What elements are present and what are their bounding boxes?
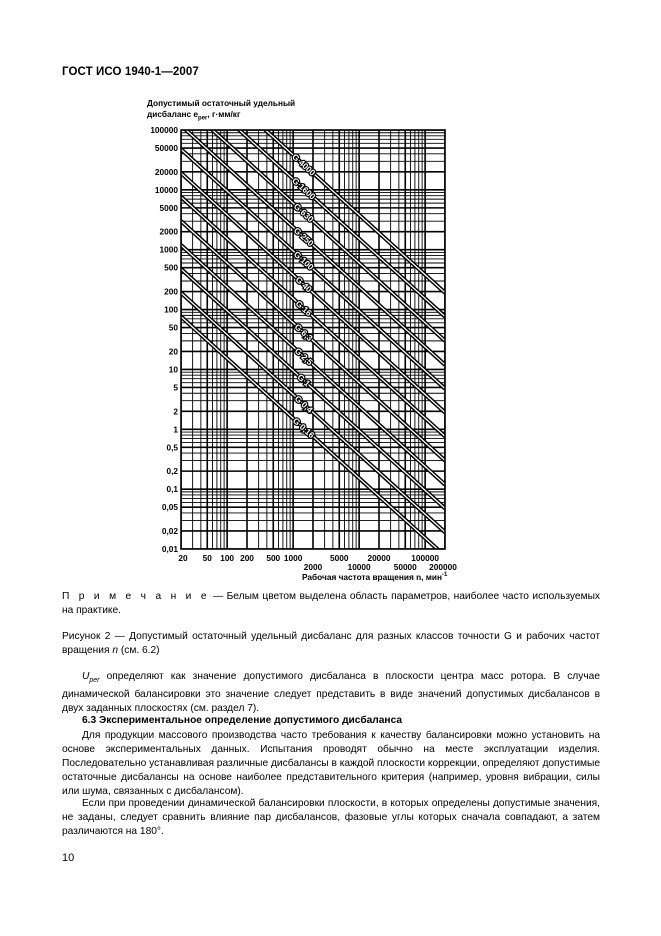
y-tick-label: 200 [164,286,178,297]
grade-label: G 2,5 [292,345,315,368]
y-tick-label: 50 [168,322,178,333]
x-tick-label: 100 [220,553,235,563]
caption-n: n [112,645,119,656]
x-tick-label: 5000 [330,553,349,563]
x-axis-title: Рабочая частота вращения n, мин$^{-1}$ [302,572,448,582]
y-tick-label: 2000 [159,226,178,237]
y-tick-label: 100000 [150,125,178,135]
paragraph-dynamic: Если при проведении динамической балансировки плоскости, в которых определены допустимые значения, не заданы, следует сравнить влияние пар дисбалансов, фазовые углы которых сначала совпадают, а затем различаются на 180°. [62,798,600,837]
x-tick-label: 10000 [347,562,371,572]
y-tick-label: 10 [168,364,178,375]
y-axis-title-line2: дисбаланс $e_{per}$, г·мм/кг [147,108,241,122]
grade-label: G 6,3 [292,321,315,344]
x-tick-label: 2000 [303,562,323,572]
grade-label: G 0,16 [290,415,317,441]
x-tick-label: 20 [178,553,188,563]
figure-caption: Рисунок 2 — Допустимый остаточный удельный дисбаланс для разных классов точности G и рабочих частот вращения n (см. 6.2) [62,631,600,656]
y-tick-label: 2 [173,406,178,417]
x-tick-label: 200000 [429,562,457,572]
document-header: ГОСТ ИСО 1940-1—2007 [62,66,199,78]
x-tick-label: 50000 [393,562,417,572]
y-tick-label: 5000 [159,202,178,213]
uper-symbol: $U_{per}$ [82,671,100,685]
note-text: — Белым цветом выделена область параметров, наиболее часто используемых на практике. [62,591,600,616]
grade-label: G 250 [291,225,316,249]
grade-label: G 40 [293,274,314,295]
x-tick-label: 1000 [283,553,303,563]
y-axis-title-line1: Допустимый остаточный удельный [147,98,296,108]
y-tick-label: 500 [164,262,178,273]
y-tick-label: 100 [164,304,178,315]
paragraph-experimental: Для продукции массового производства часто требования к качеству балансировки можно установить на основе экспериментальных данных. Испытания проводят обычно на месте эксплуатации изделия. Последовательно устанавливая различные дисбалансы в каждой плоскости коррекции, определяют допустимые остаточные дисбалансы на основе наиболее представительного критерия (например, уровня вибрации, силы или шума, связанных с дисбалансом). [62,730,600,797]
grade-label: G 630 [291,201,316,225]
x-tick-label: 200 [240,553,254,563]
y-tick-label: 1 [173,424,178,435]
grade-label: G 1600 [290,175,318,202]
x-tick-label: 100000 [411,553,439,563]
figure-note [62,590,600,618]
grade-label: G 1 [295,371,313,389]
grade-label: G 0,4 [292,393,315,415]
y-tick-label: 0,2 [166,466,178,477]
y-tick-label: 10000 [154,184,178,195]
grade-label: G 100 [291,249,316,273]
note-prefix: П р и м е ч а н и е [62,591,210,602]
y-tick-label: 50000 [154,143,178,154]
x-tick-label: 500 [266,553,281,563]
y-tick-label: 0,05 [161,502,178,513]
y-tick-label: 20000 [154,166,178,177]
paragraph-uper: $U_{per}$ определяют как значение допустимого дисбаланса в плоскости центра масс ротора. В случае динамической балансировки это значение следует представить в виде значений допустимых дисбалансов в двух заданных плоскостях (см. раздел 7). [62,671,600,715]
y-tick-label: 5 [173,382,178,393]
y-tick-label: 0,02 [161,525,178,536]
y-tick-label: 20 [168,346,178,357]
page-number: 10 [62,852,75,864]
x-tick-label: 20000 [367,553,391,563]
y-tick-label: 0,5 [166,442,178,453]
section-heading: 6.3 Экспериментальное определение допустимого дисбаланса [82,715,403,726]
x-tick-label: 50 [202,553,212,563]
y-tick-label: 0,1 [166,484,178,495]
y-tick-label: 1000 [159,244,178,255]
y-tick-label: 0,01 [161,544,178,554]
grade-label: G 4000 [290,151,318,178]
grade-label: G 16 [293,298,314,319]
